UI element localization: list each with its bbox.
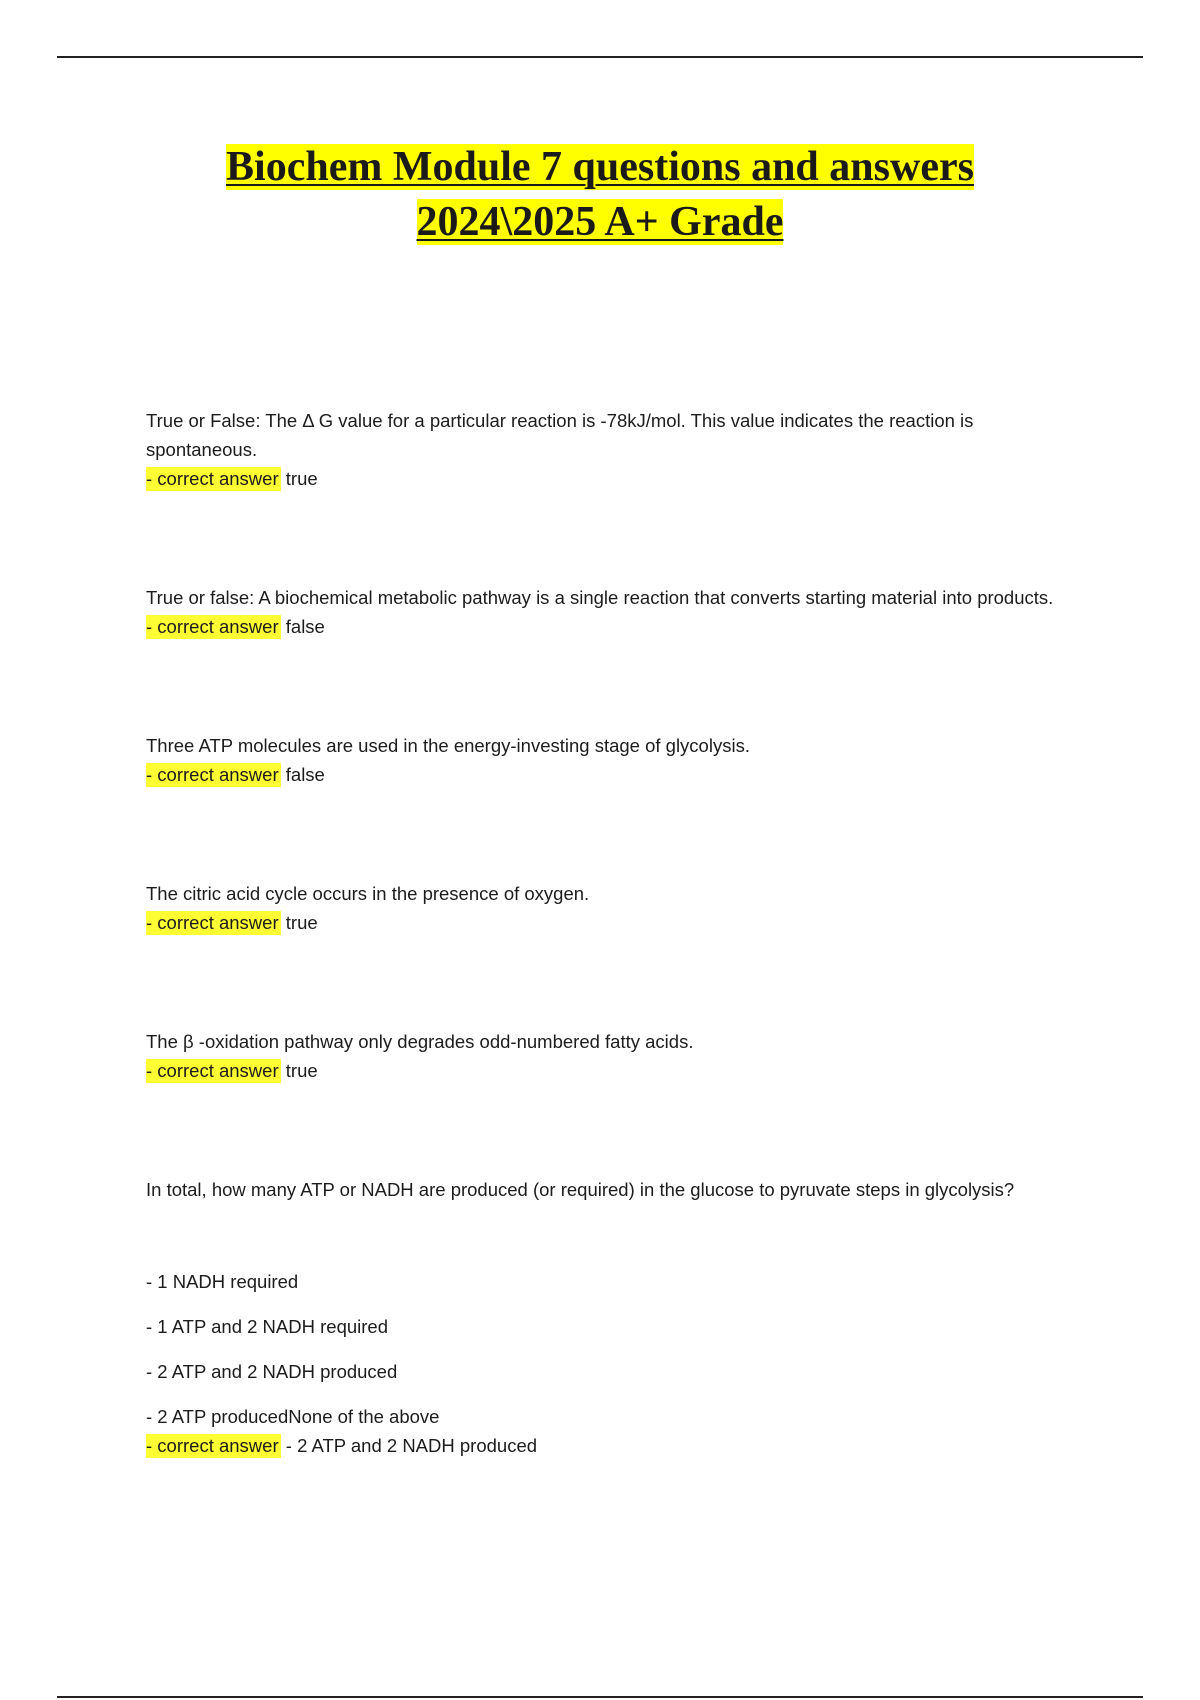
correct-answer-label: - correct answer <box>146 616 279 637</box>
question-text: The β -oxidation pathway only degrades odd-numbered fatty acids. <box>146 1031 694 1052</box>
correct-answer-label: - correct answer <box>146 468 279 489</box>
question-text: The citric acid cycle occurs in the presence of oxygen. <box>146 883 590 904</box>
answer-value: true <box>285 468 318 489</box>
qa-item-2 <box>146 583 1076 641</box>
question-text: Three ATP molecules are used in the energy-investing stage of glycolysis. <box>146 735 750 756</box>
answer-line <box>146 612 1076 641</box>
top-rule <box>57 56 1143 58</box>
option-item: - 2 ATP producedNone of the above <box>146 1406 440 1427</box>
answer-value: false <box>285 616 325 637</box>
answer-options <box>146 1267 1076 1431</box>
correct-answer-label: - correct answer <box>146 1060 279 1081</box>
question-text: True or False: The Δ G value for a particular reaction is -78kJ/mol. This value indicates the reaction is spontaneous. <box>146 410 974 460</box>
answer-line <box>146 1431 1076 1460</box>
question-text: True or false: A biochemical metabolic pathway is a single reaction that converts starting material into products. <box>146 587 1054 608</box>
qa-list <box>146 406 1076 1460</box>
option-item: - 2 ATP and 2 NADH produced <box>146 1361 398 1382</box>
qa-item-4 <box>146 879 1076 937</box>
qa-item-6 <box>146 1175 1076 1460</box>
title-line-1: Biochem Module 7 questions and answers <box>226 144 974 190</box>
answer-value: true <box>285 912 318 933</box>
answer-value: true <box>285 1060 318 1081</box>
answer-value: - 2 ATP and 2 NADH produced <box>280 1435 538 1456</box>
title-line-2: 2024\2025 A+ Grade <box>416 199 784 245</box>
bottom-rule <box>57 1696 1143 1698</box>
correct-answer-label: - correct answer <box>146 764 279 785</box>
answer-line <box>146 464 1076 493</box>
answer-value: false <box>285 764 325 785</box>
answer-line <box>146 760 1076 789</box>
answer-line <box>146 1056 1076 1085</box>
correct-answer-label: - correct answer <box>146 1435 279 1456</box>
option-item: - 1 NADH required <box>146 1271 299 1292</box>
document-title <box>0 140 1200 250</box>
option-item: - 1 ATP and 2 NADH required <box>146 1316 388 1337</box>
question-text: In total, how many ATP or NADH are produced (or required) in the glucose to pyruvate steps in glycolysis? <box>146 1179 1015 1200</box>
qa-item-3 <box>146 731 1076 789</box>
qa-item-5 <box>146 1027 1076 1085</box>
qa-item-1 <box>146 406 1076 493</box>
answer-line <box>146 908 1076 937</box>
correct-answer-label: - correct answer <box>146 912 279 933</box>
